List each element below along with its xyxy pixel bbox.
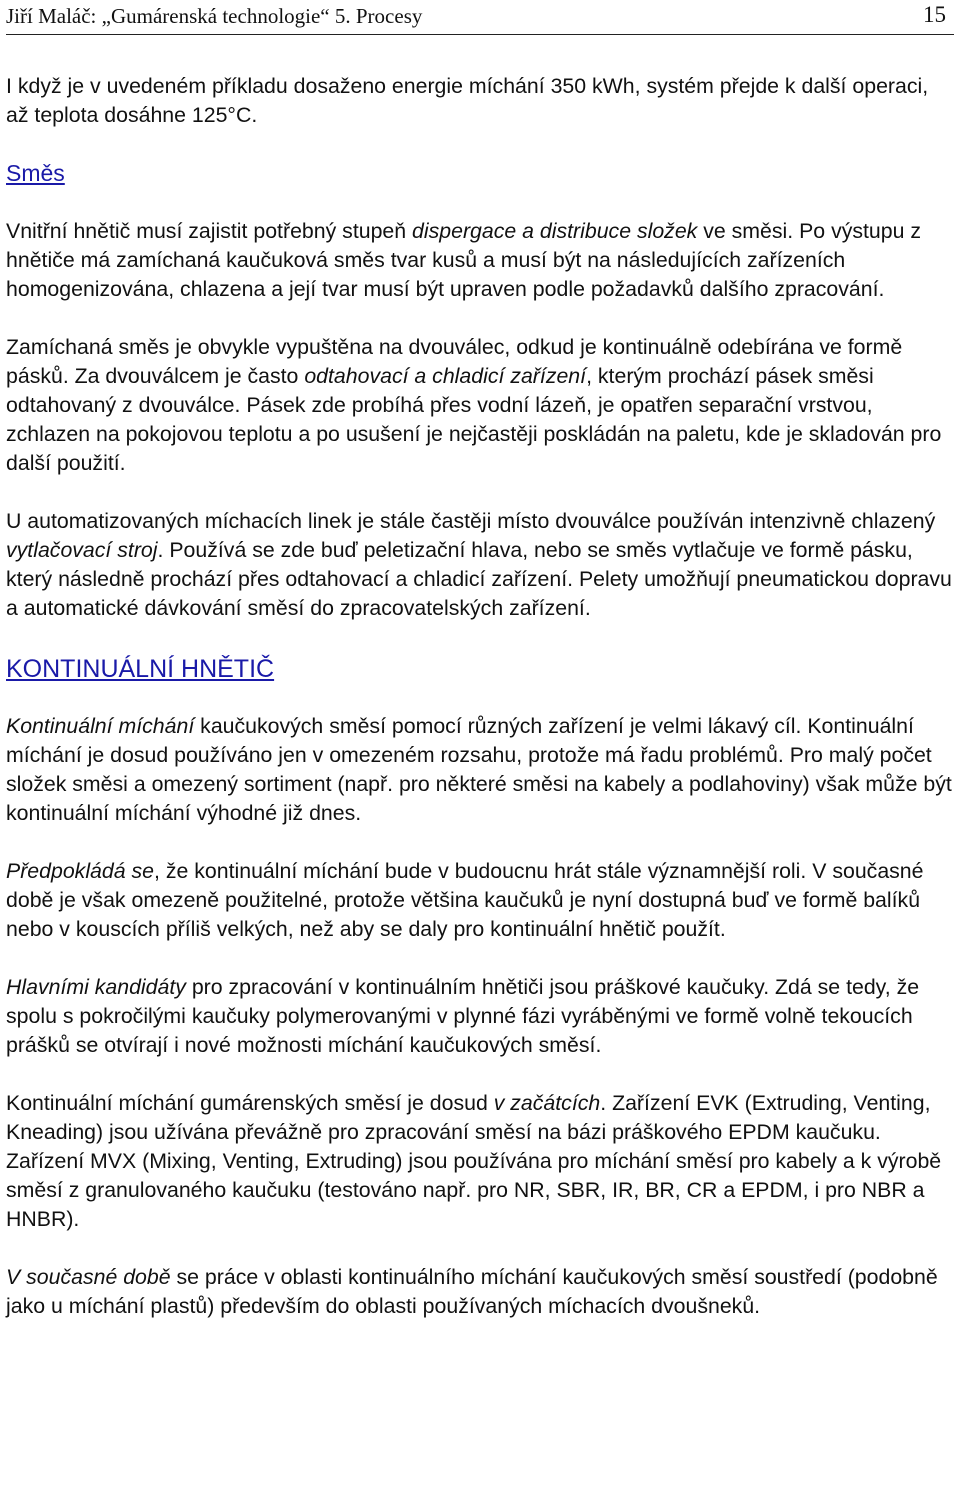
- paragraph-kandidati: Hlavními kandidáty pro zpracování v kontinuálním hnětiči jsou práškové kaučuky. Zdá se tedy, že spolu s pokročilými kaučuky polymerovanými v plynné fázi vyráběnými ve formě volně tekoucích prášků se otvírají i nové možnosti míchání kaučukových směsí.: [6, 975, 920, 1057]
- page-number: 15: [923, 2, 946, 27]
- page-header: [6, 0, 954, 35]
- paragraph-soucasnost: V současné době se práce v oblasti kontinuálního míchání kaučukových směsí soustředí (podobně jako u míchání plastů) především do oblasti používaných míchacích dvoušneků.: [6, 1265, 938, 1318]
- paragraph-energy: I když je v uvedeném příkladu dosaženo energie míchání 350 kWh, systém přejde k další operaci, až teplota dosáhne 125°C.: [6, 74, 929, 127]
- header-title: Jiří Maláč: „Gumárenská technologie“ 5. Procesy: [6, 4, 423, 28]
- paragraph-zacatky: Kontinuální míchání gumárenských směsí je dosud v začátcích. Zařízení EVK (Extruding, Venting, Kneading) jsou užívána převážně pro zpracování směsí na bázi práškového EPDM kaučuku. Zařízení MVX (Mixing, Venting, Extruding) jsou používána pro míchání směsí pro kabely a k výrobě směsí z granulovaného kaučuku (testováno např. pro NR, SBR, IR, BR, CR a EPDM, i pro NBR a HNBR).: [6, 1091, 942, 1231]
- document-body: [6, 72, 954, 1350]
- paragraph-predpoklad: Předpokládá se, že kontinuální míchání bude v budoucnu hrát stále významnější roli. V současné době je však omezeně použitelné, protože většina kaučuků je nyní dostupná buď ve formě balíků nebo v kouscích příliš velkých, než aby se daly pro kontinuální hnětič použít.: [6, 859, 924, 941]
- section-heading-smes: Směs: [6, 160, 65, 186]
- paragraph-kontinualni-michani: Kontinuální míchání kaučukových směsí pomocí různých zařízení je velmi lákavý cíl. Kontinuální míchání je dosud používáno jen v omezeném rozsahu, protože má řadu problémů. Pro malý počet složek směsi a omezený sortiment (např. pro některé směsi na kabely a podlahoviny) však může být kontinuální míchání výhodné již dnes.: [6, 714, 952, 825]
- paragraph-automatizace: U automatizovaných míchacích linek je stále častěji místo dvouválce používán intenzivně chlazený vytlačovací stroj. Používá se zde buď peletizační hlava, nebo se směs vytlačuje ve formě pásku, který následně prochází přes odtahovací a chladicí zařízení. Pelety umožňují pneumatickou dopravu a automatické dávkování směsí do zpracovatelských zařízení.: [6, 509, 952, 620]
- paragraph-dvouvalec: Zamíchaná směs je obvykle vypuštěna na dvouválec, odkud je kontinuálně odebírána ve formě pásků. Za dvouválcem je často odtahovací a chladicí zařízení, kterým prochází pásek směsi odtahovaný z dvouválce. Pásek zde probíhá přes vodní lázeň, je opatřen separační vrstvou, zchlazen na pokojovou teplotu a po usušení je nejčastěji poskládán na paletu, kde je skladován pro další použití.: [6, 335, 942, 475]
- section-heading-kontinualni-hnetic: KONTINUÁLNÍ HNĚTIČ: [6, 655, 275, 683]
- paragraph-hnetic: Vnitřní hnětič musí zajistit potřebný stupeň dispergace a distribuce složek ve směsi. Po výstupu z hnětiče má zamíchaná kaučuková směs tvar kusů a musí být na následujících zařízeních homogenizována, chlazena a její tvar musí být upraven podle požadavků dalšího zpracování.: [6, 219, 922, 301]
